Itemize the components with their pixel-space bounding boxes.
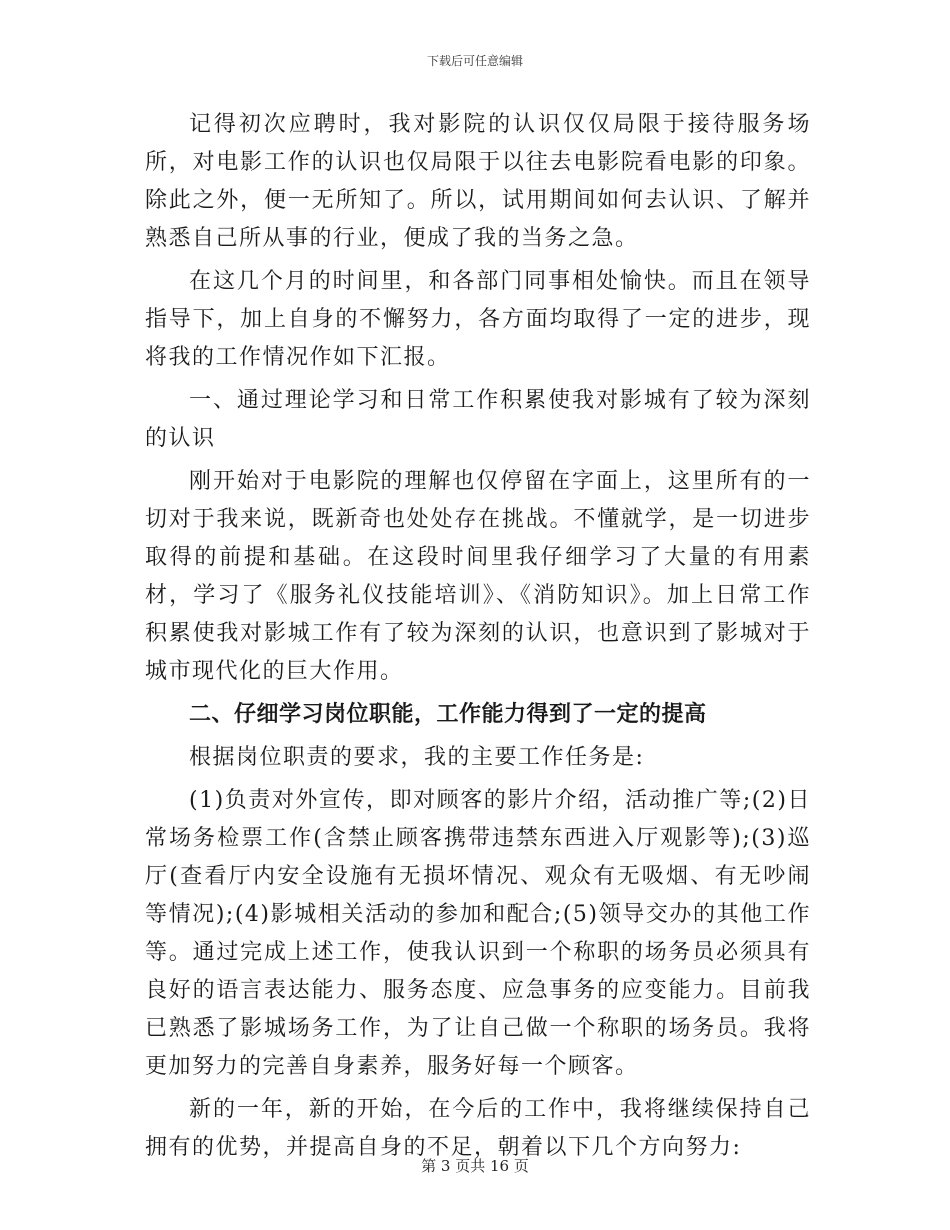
section-heading-1: 一、通过理论学习和日常工作积累使我对影城有了较为深刻的认识: [145, 388, 811, 451]
paragraph-duties-intro: 根据岗位职责的要求，我的主要工作任务是:: [189, 745, 645, 770]
page-header: 下载后可任意编辑: [426, 54, 523, 68]
paragraph-intro: 记得初次应聘时，我对影院的认识仅仅局限于接待服务场所，对电影工作的认识也仅局限于以往去电影院看电影的印象。除此之外，便一无所知了。所以，试用期间如何去认识、了解并熟悉自己所从事的行业，便成了我的当务之急。: [145, 112, 811, 251]
section-heading-2: 二、仔细学习岗位职能，工作能力得到了一定的提高: [189, 702, 707, 727]
paragraph-new-year: 新的一年，新的开始，在今后的工作中，我将继续保持自己拥有的优势，并提高自身的不足，朝着以下几个方向努力:: [145, 1097, 811, 1160]
document-body: [145, 106, 811, 1172]
paragraph-summary: 在这几个月的时间里，和各部门同事相处愉快。而且在领导指导下，加上自身的不懈努力，各方面均取得了一定的进步，现将我的工作情况作如下汇报。: [145, 269, 811, 370]
paragraph-learning: 刚开始对于电影院的理解也仅停留在字面上，这里所有的一切对于我来说，既新奇也处处存在挑战。不懂就学，是一切进步取得的前提和基础。在这段时间里我仔细学习了大量的有用素材，学习了《服务礼仪技能培训》、《消防知识》。加上日常工作积累使我对影城工作有了较为深刻的认识，也意识到了影城对于城市现代化的巨大作用。: [145, 469, 811, 684]
page-number: 第 3 页共 16 页: [421, 1157, 529, 1175]
paragraph-duties-list: (1)负责对外宣传，即对顾客的影片介绍，活动推广等;(2)日常场务检票工作(含禁止顾客携带违禁东西进入厅观影等);(3)巡厅(查看厅内安全设施有无损坏情况、观众有无吸烟、有无吵闹等情况);(4)影城相关活动的参加和配合;(5)领导交办的其他工作等。通过完成上述工作，使我认识到一个称职的场务员必须具有良好的语言表达能力、服务态度、应急事务的应变能力。目前我已熟悉了影城场务工作，为了让自己做一个称职的场务员。我将更加努力的完善自身素养，服务好每一个顾客。: [145, 788, 811, 1079]
